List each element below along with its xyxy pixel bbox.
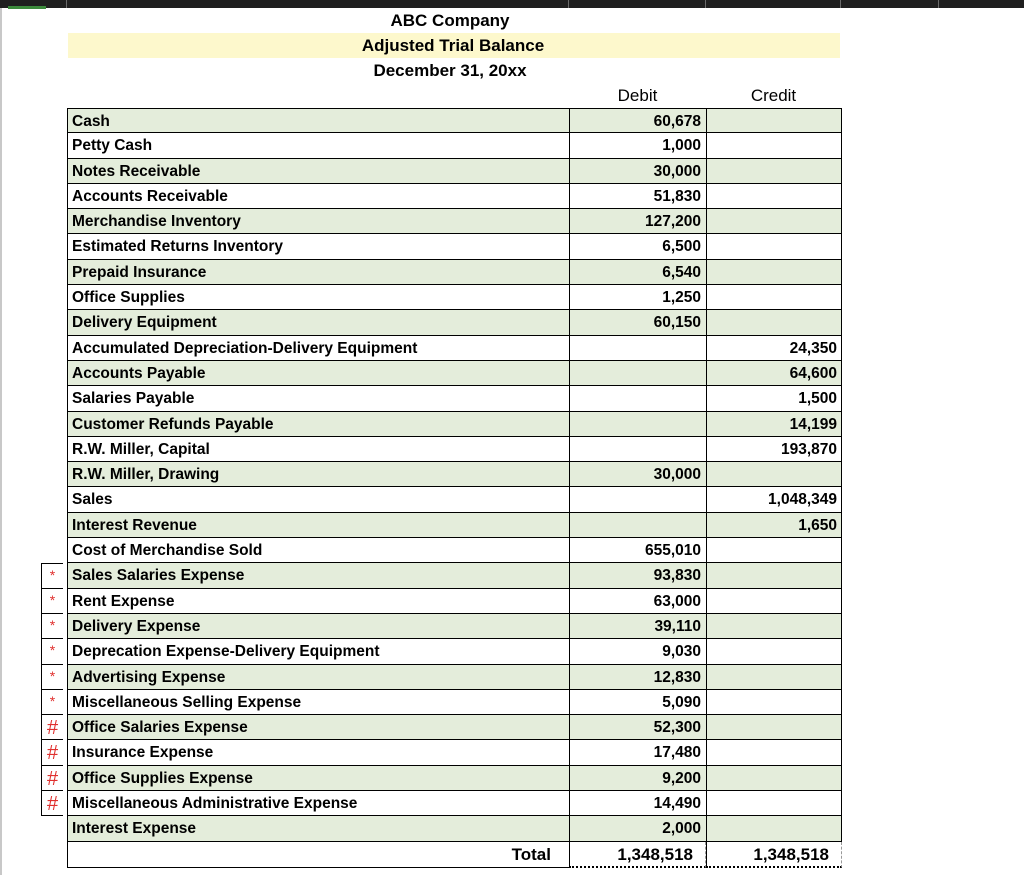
credit-cell[interactable]	[706, 639, 842, 664]
debit-cell[interactable]: 60,678	[569, 108, 706, 133]
debit-cell[interactable]	[569, 513, 706, 538]
table-row	[67, 133, 842, 158]
debit-cell[interactable]	[569, 487, 706, 512]
selling-expense-marker[interactable]: *	[41, 690, 63, 715]
account-name-cell[interactable]: Sales Salaries Expense	[67, 563, 569, 588]
account-name-cell[interactable]: Advertising Expense	[67, 665, 569, 690]
credit-cell[interactable]	[706, 665, 842, 690]
credit-cell[interactable]: 1,048,349	[706, 487, 842, 512]
table-row	[46, 791, 842, 816]
account-name-cell[interactable]: Rent Expense	[67, 589, 569, 614]
debit-cell[interactable]: 60,150	[569, 310, 706, 335]
credit-cell[interactable]	[706, 766, 842, 791]
debit-cell[interactable]: 1,000	[569, 133, 706, 158]
table-row	[49, 639, 842, 664]
credit-cell[interactable]	[706, 740, 842, 765]
table-row	[67, 209, 842, 234]
credit-cell[interactable]	[706, 614, 842, 639]
table-row	[46, 766, 842, 791]
credit-cell[interactable]	[706, 715, 842, 740]
credit-cell[interactable]	[706, 285, 842, 310]
table-row	[67, 336, 842, 361]
account-name-cell[interactable]: R.W. Miller, Capital	[67, 437, 569, 462]
credit-cell[interactable]: 1,650	[706, 513, 842, 538]
account-name-cell[interactable]: Estimated Returns Inventory	[67, 234, 569, 259]
table-row	[49, 589, 842, 614]
admin-expense-marker[interactable]: #	[41, 740, 63, 765]
table-row	[67, 462, 842, 487]
credit-column-header: Credit	[750, 86, 797, 105]
account-name-cell[interactable]: Deprecation Expense-Delivery Equipment	[67, 639, 569, 664]
debit-cell[interactable]: 93,830	[569, 563, 706, 588]
table-row	[67, 260, 842, 285]
table-row	[67, 513, 842, 538]
credit-cell[interactable]	[706, 563, 842, 588]
account-name-cell[interactable]: Insurance Expense	[67, 740, 569, 765]
debit-cell[interactable]: 30,000	[569, 462, 706, 487]
report-title-cell[interactable]	[68, 33, 840, 58]
debit-cell[interactable]: 51,830	[569, 184, 706, 209]
account-name-cell[interactable]: Interest Revenue	[67, 513, 569, 538]
total-credit-cell[interactable]: 1,348,518	[706, 842, 842, 868]
credit-cell[interactable]: 14,199	[706, 412, 842, 437]
credit-cell[interactable]	[706, 589, 842, 614]
account-name-cell[interactable]: Accumulated Depreciation-Delivery Equipment	[67, 336, 569, 361]
selling-expense-marker[interactable]: *	[41, 665, 63, 690]
credit-cell[interactable]	[706, 184, 842, 209]
account-name-cell[interactable]: Office Supplies Expense	[67, 766, 569, 791]
table-row	[49, 614, 842, 639]
account-name-cell[interactable]: Delivery Equipment	[67, 310, 569, 335]
debit-cell[interactable]: 9,200	[569, 766, 706, 791]
account-name-cell[interactable]: Office Supplies	[67, 285, 569, 310]
credit-cell[interactable]	[706, 690, 842, 715]
total-label[interactable]: Total	[67, 842, 569, 868]
account-name-cell[interactable]: Accounts Payable	[67, 361, 569, 386]
debit-cell[interactable]: 1,250	[569, 285, 706, 310]
company-name: ABC Company	[390, 11, 510, 30]
debit-cell[interactable]: 30,000	[569, 159, 706, 184]
table-row	[67, 361, 842, 386]
credit-cell[interactable]	[706, 462, 842, 487]
debit-cell[interactable]: 9,030	[569, 639, 706, 664]
account-name-cell[interactable]: Sales	[67, 487, 569, 512]
credit-cell[interactable]	[706, 209, 842, 234]
debit-cell[interactable]	[569, 437, 706, 462]
table-row	[67, 184, 842, 209]
credit-cell[interactable]: 24,350	[706, 336, 842, 361]
table-row	[49, 665, 842, 690]
account-name-cell[interactable]: Notes Receivable	[67, 159, 569, 184]
table-row	[67, 159, 842, 184]
credit-cell[interactable]	[706, 538, 842, 563]
account-name-cell[interactable]: Merchandise Inventory	[67, 209, 569, 234]
selling-expense-marker[interactable]: *	[41, 563, 63, 588]
debit-column-header: Debit	[617, 86, 658, 105]
total-debit-cell[interactable]: 1,348,518	[569, 842, 706, 868]
debit-cell[interactable]: 12,830	[569, 665, 706, 690]
debit-cell[interactable]: 655,010	[569, 538, 706, 563]
account-name-cell[interactable]: Cost of Merchandise Sold	[67, 538, 569, 563]
table-row	[67, 437, 842, 462]
table-row	[67, 412, 842, 437]
debit-cell[interactable]: 5,090	[569, 690, 706, 715]
spreadsheet-column-header-bar	[0, 0, 1024, 8]
column-divider[interactable]	[938, 0, 939, 8]
table-row	[67, 234, 842, 259]
debit-cell[interactable]: 52,300	[569, 715, 706, 740]
credit-cell[interactable]	[706, 260, 842, 285]
debit-cell[interactable]	[569, 386, 706, 411]
debit-cell[interactable]: 127,200	[569, 209, 706, 234]
report-date: December 31, 20xx	[373, 61, 527, 80]
admin-expense-marker[interactable]: #	[41, 766, 63, 791]
account-name-cell[interactable]: Office Salaries Expense	[67, 715, 569, 740]
account-name-cell[interactable]: Cash	[67, 108, 569, 133]
credit-cell[interactable]	[706, 791, 842, 816]
column-divider[interactable]	[840, 0, 841, 8]
credit-cell[interactable]: 1,500	[706, 386, 842, 411]
table-row	[67, 386, 842, 411]
debit-cell[interactable]	[569, 361, 706, 386]
debit-cell[interactable]: 14,490	[569, 791, 706, 816]
credit-cell[interactable]: 193,870	[706, 437, 842, 462]
table-row	[67, 285, 842, 310]
selling-expense-marker[interactable]: *	[41, 589, 63, 614]
debit-cell[interactable]: 39,110	[569, 614, 706, 639]
debit-cell[interactable]: 6,500	[569, 234, 706, 259]
debit-cell[interactable]	[569, 336, 706, 361]
table-row	[49, 690, 842, 715]
credit-cell[interactable]: 64,600	[706, 361, 842, 386]
account-name-cell[interactable]: Interest Expense	[67, 816, 569, 841]
selling-expense-marker[interactable]: *	[41, 614, 63, 639]
row-header-edge	[0, 8, 2, 875]
trial-balance-table	[46, 108, 842, 867]
debit-cell[interactable]	[569, 412, 706, 437]
selected-column-indicator	[8, 6, 46, 9]
account-name-cell[interactable]: Prepaid Insurance	[67, 260, 569, 285]
debit-cell[interactable]: 63,000	[569, 589, 706, 614]
credit-cell[interactable]	[706, 159, 842, 184]
account-name-cell[interactable]: Miscellaneous Selling Expense	[67, 690, 569, 715]
account-name-cell[interactable]: Salaries Payable	[67, 386, 569, 411]
account-name-cell[interactable]: Petty Cash	[67, 133, 569, 158]
total-row	[67, 842, 842, 867]
credit-cell[interactable]	[706, 133, 842, 158]
debit-cell[interactable]: 17,480	[569, 740, 706, 765]
account-name-cell[interactable]: Accounts Receivable	[67, 184, 569, 209]
debit-cell[interactable]: 6,540	[569, 260, 706, 285]
table-row	[67, 538, 842, 563]
debit-cell[interactable]: 2,000	[569, 816, 706, 841]
account-name-cell[interactable]: Miscellaneous Administrative Expense	[67, 791, 569, 816]
account-name-cell[interactable]: Customer Refunds Payable	[67, 412, 569, 437]
admin-expense-marker[interactable]: #	[41, 715, 63, 740]
credit-cell[interactable]	[706, 108, 842, 133]
table-row	[46, 740, 842, 765]
table-row	[67, 108, 842, 133]
admin-expense-marker[interactable]: #	[41, 791, 63, 816]
table-row	[67, 816, 842, 841]
table-row	[67, 487, 842, 512]
credit-cell[interactable]	[706, 816, 842, 841]
table-row	[46, 715, 842, 740]
credit-cell[interactable]	[706, 234, 842, 259]
credit-cell[interactable]	[706, 310, 842, 335]
column-divider[interactable]	[705, 0, 706, 8]
column-divider[interactable]	[568, 0, 569, 8]
table-row	[67, 310, 842, 335]
account-name-cell[interactable]: Delivery Expense	[67, 614, 569, 639]
selling-expense-marker[interactable]: *	[41, 639, 63, 664]
report-title: Adjusted Trial Balance	[361, 36, 545, 55]
account-name-cell[interactable]: R.W. Miller, Drawing	[67, 462, 569, 487]
table-row	[49, 563, 842, 588]
column-divider[interactable]	[66, 0, 67, 8]
